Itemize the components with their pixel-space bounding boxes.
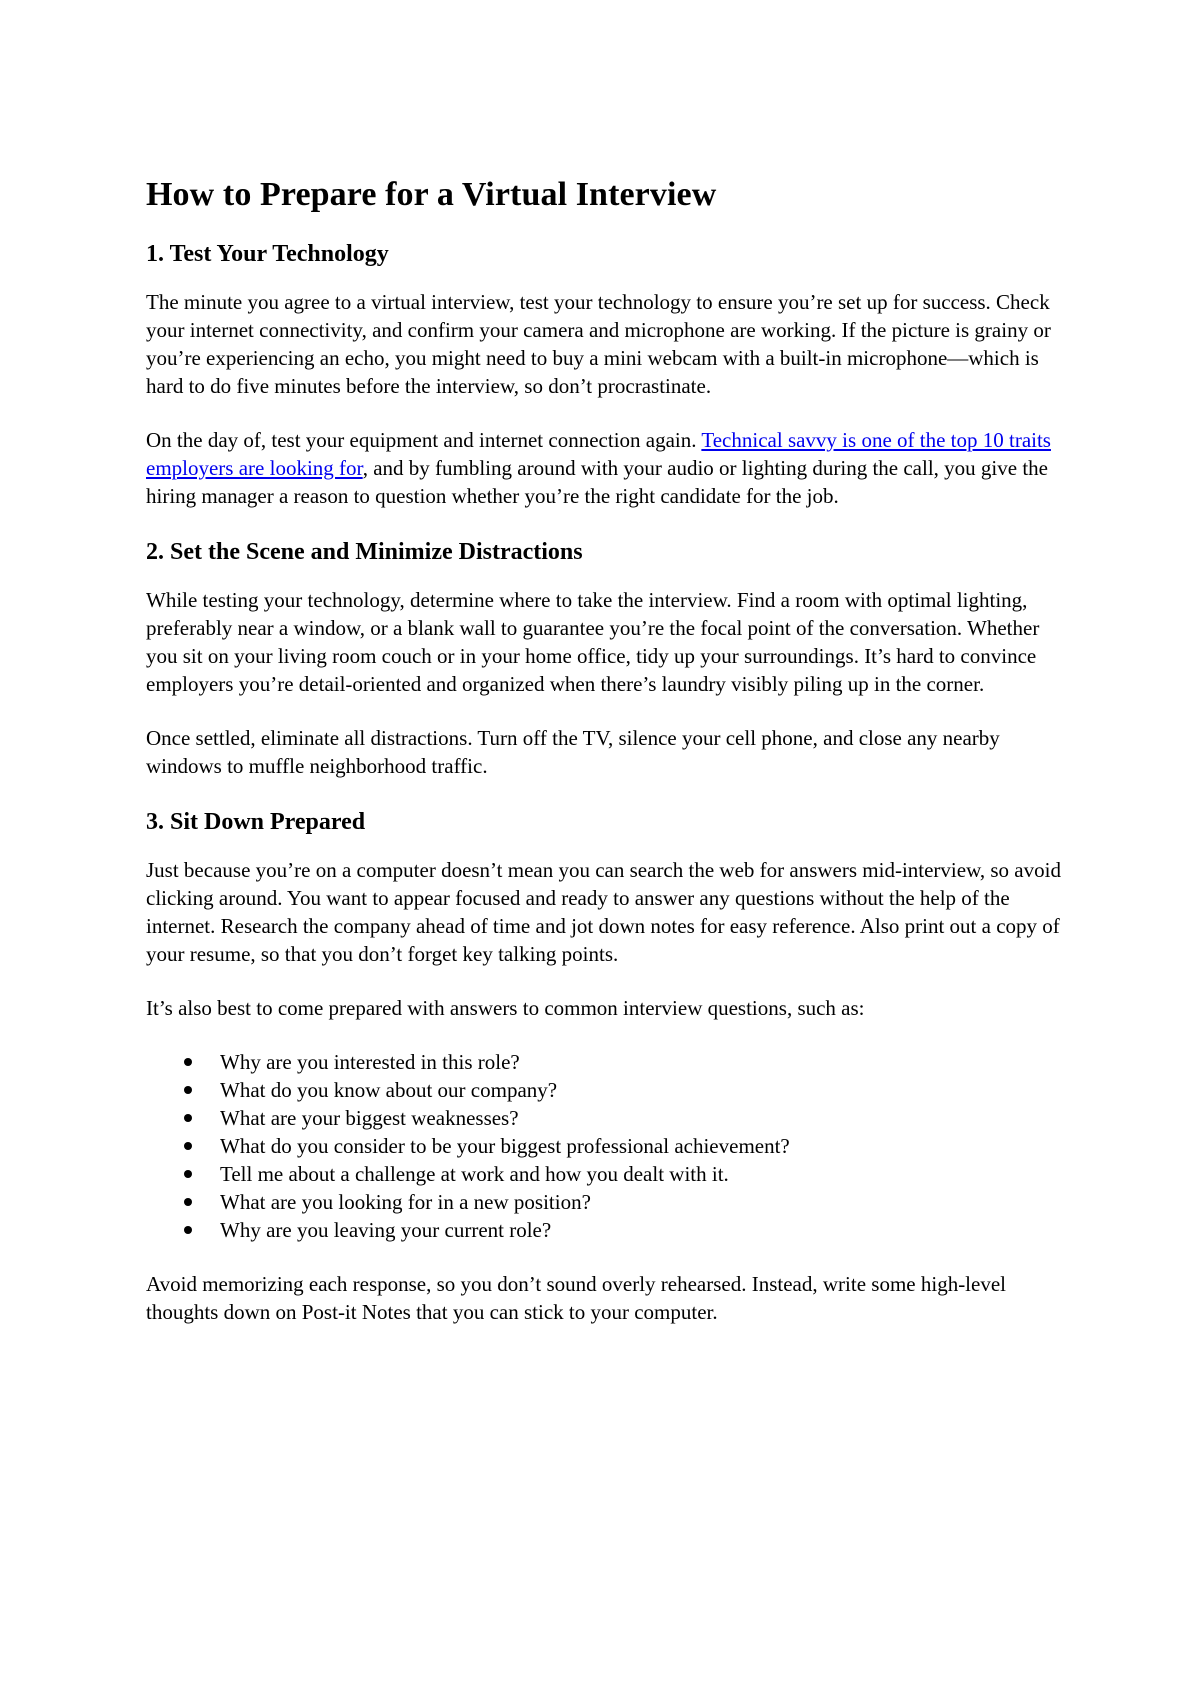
paragraph-text: , and by fumbling around with your audio or lighting during the call, you give the hiring manager a reason to question whether you’re the right candidate for the job. bbox=[146, 456, 1048, 508]
interview-questions-list bbox=[146, 1048, 1066, 1244]
list-item bbox=[146, 1160, 1066, 1188]
bullet-icon bbox=[184, 1114, 192, 1122]
list-item-text: What do you consider to be your biggest professional achievement? bbox=[220, 1134, 790, 1158]
paragraph: Once settled, eliminate all distractions. Turn off the TV, silence your cell phone, and close any nearby windows to muffle neighborhood traffic. bbox=[146, 726, 1000, 778]
bullet-icon bbox=[184, 1226, 192, 1234]
list-item bbox=[146, 1076, 1066, 1104]
section-heading-test-technology: 1. Test Your Technology bbox=[146, 241, 389, 267]
list-item bbox=[146, 1216, 1066, 1244]
list-item-text: Why are you interested in this role? bbox=[220, 1050, 520, 1074]
bullet-icon bbox=[184, 1086, 192, 1094]
section-heading-sit-down-prepared: 3. Sit Down Prepared bbox=[146, 809, 366, 835]
paragraph: Avoid memorizing each response, so you don’t sound overly rehearsed. Instead, write some high-level thoughts down on Post-it Notes that you can stick to your computer. bbox=[146, 1272, 1006, 1324]
list-item-text: What do you know about our company? bbox=[220, 1078, 558, 1102]
bullet-icon bbox=[184, 1170, 192, 1178]
list-item bbox=[146, 1132, 1066, 1160]
technical-savvy-link[interactable]: Technical savvy is one of the top 10 traits employers are looking for bbox=[146, 428, 1051, 480]
paragraph: It’s also best to come prepared with answers to common interview questions, such as: bbox=[146, 996, 865, 1020]
list-item bbox=[146, 1048, 1066, 1076]
list-item-text: Why are you leaving your current role? bbox=[220, 1218, 552, 1242]
paragraph: Just because you’re on a computer doesn’t mean you can search the web for answers mid-interview, so avoid clicking around. You want to appear focused and ready to answer any questions without the help of the internet. Research the company ahead of time and jot down notes for easy reference. Also print out a copy of your resume, so that you don’t forget key talking points. bbox=[146, 858, 1061, 966]
list-item bbox=[146, 1104, 1066, 1132]
paragraph: The minute you agree to a virtual interview, test your technology to ensure you’re set up for success. Check your internet connectivity, and confirm your camera and microphone are working. If the picture is grainy or you’re experiencing an echo, you might need to buy a mini webcam with a built-in microphone—which is hard to do five minutes before the interview, so don’t procrastinate. bbox=[146, 290, 1051, 398]
bullet-icon bbox=[184, 1142, 192, 1150]
section-heading-set-scene: 2. Set the Scene and Minimize Distractions bbox=[146, 539, 583, 565]
bullet-icon bbox=[184, 1198, 192, 1206]
paragraph-with-link bbox=[146, 426, 1066, 510]
list-item-text: Tell me about a challenge at work and how you dealt with it. bbox=[220, 1162, 729, 1186]
list-item-text: What are your biggest weaknesses? bbox=[220, 1106, 519, 1130]
paragraph: While testing your technology, determine where to take the interview. Find a room with optimal lighting, preferably near a window, or a blank wall to guarantee you’re the focal point of the conversation. Whether you sit on your living room couch or in your home office, tidy up your surroundings. It’s hard to convince employers you’re detail-oriented and organized when there’s laundry visibly piling up in the corner. bbox=[146, 588, 1040, 696]
paragraph-text: On the day of, test your equipment and internet connection again. bbox=[146, 428, 702, 452]
list-item bbox=[146, 1188, 1066, 1216]
page-title: How to Prepare for a Virtual Interview bbox=[146, 176, 717, 213]
bullet-icon bbox=[184, 1058, 192, 1066]
document-page bbox=[146, 172, 1066, 1352]
list-item-text: What are you looking for in a new position? bbox=[220, 1190, 591, 1214]
